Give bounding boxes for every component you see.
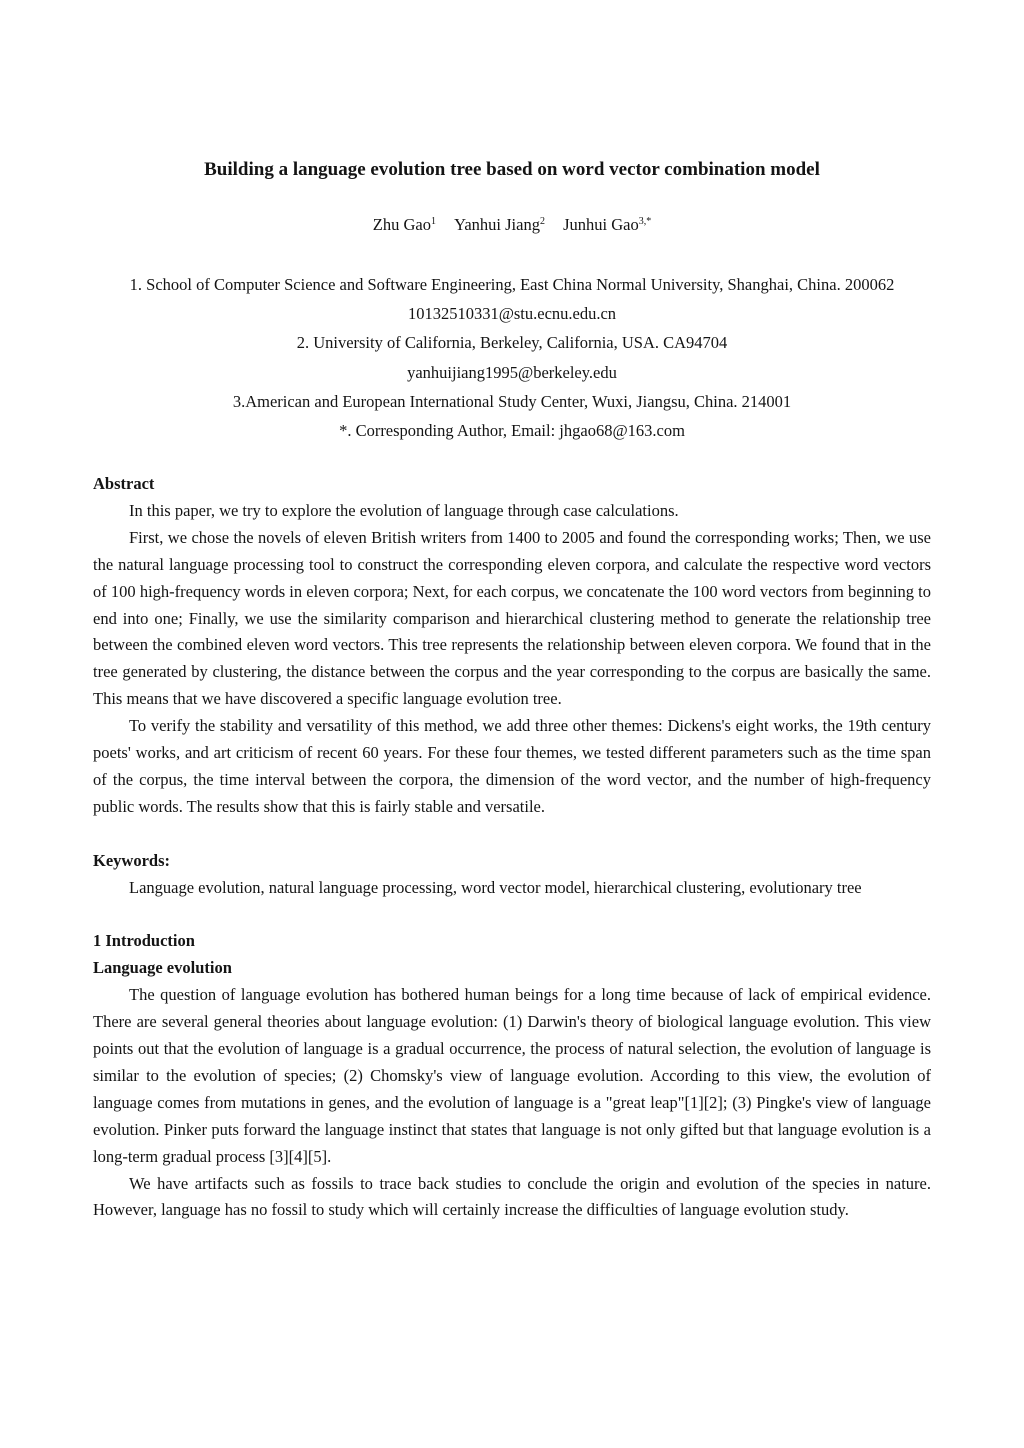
spacer <box>93 901 931 928</box>
affiliation-list <box>0 270 1024 445</box>
abstract-heading: Abstract <box>93 474 155 493</box>
subsection-heading-language-evolution: Language evolution <box>93 958 232 978</box>
author-2 <box>454 215 545 234</box>
keywords-text: Language evolution, natural language processing, word vector model, hierarchical clustering, evolutionary tree <box>129 877 862 897</box>
introduction-paragraph: We have artifacts such as fossils to trace back studies to conclude the origin and evolution of the species in nature. However, language has no fossil to study which will certainly increase the difficulties of language evolution study. <box>93 1173 931 1220</box>
author-name: Zhu Gao <box>372 215 431 234</box>
author-1 <box>373 215 436 234</box>
author-affiliation-marker: 1 <box>430 216 436 227</box>
affiliation-line: 3.American and European International Study Center, Wuxi, Jiangsu, China. 214001 <box>232 391 792 411</box>
author-name: Junhui Gao <box>563 215 639 234</box>
author-affiliation-marker: 3,* <box>638 216 652 227</box>
author-name: Yanhui Jiang <box>454 215 540 234</box>
author-list <box>0 213 1024 237</box>
affiliation-line: 2. University of California, Berkeley, California, USA. CA94704 <box>296 333 728 353</box>
section-heading-introduction: 1 Introduction <box>93 931 195 951</box>
paper-title: Building a language evolution tree based on word vector combination model <box>204 159 820 180</box>
affiliation-email: yanhuijiang1995@berkeley.edu <box>407 362 617 382</box>
affiliation-email: 10132510331@stu.ecnu.edu.cn <box>407 304 617 324</box>
abstract-section <box>93 471 931 1224</box>
introduction-paragraph: The question of language evolution has bothered human beings for a long time because of lack of empirical evidence. There are several general theories about language evolution: (1) Darwin's theory of biological language evolution. This view points out that the evolution of language is a gradual occurrence, the process of natural selection, the evolution of language is similar to the evolution of species; (2) Chomsky's view of language evolution. According to this view, the evolution of language comes from mutations in genes, and the evolution of language is a "great leap"[1][2]; (3) Pingke's view of language evolution. Pinker puts forward the language instinct that states that language is not only gifted but that language evolution is a long-term gradual process [3][4][5]. <box>93 985 931 1166</box>
abstract-paragraph: In this paper, we try to explore the evolution of language through case calculations. <box>129 500 679 520</box>
author-affiliation-marker: 2 <box>539 216 545 227</box>
abstract-paragraph: To verify the stability and versatility of this method, we add three other themes: Dickens's eight works, the 19th century poets' works, and art criticism of recent 60 years. For these four themes, we tested different parameters such as the time span of the corpus, the time interval between the corpora, the dimension of the word vector, and the number of high-frequency public words. The results show that this is fairly stable and versatile. <box>93 716 931 816</box>
keywords-heading: Keywords: <box>93 850 170 870</box>
corresponding-author: *. Corresponding Author, Email: jhgao68@163.com <box>339 420 685 440</box>
abstract-paragraph: First, we chose the novels of eleven British writers from 1400 to 2005 and found the corresponding works; Then, we use the natural language processing tool to construct the corresponding eleven corpora, and calculate the respective word vectors of 100 high-frequency words in eleven corpora; Next, for each corpus, we concatenate the 100 word vectors from beginning to end into one; Finally, we use the similarity comparison and hierarchical clustering method to generate the relationship tree between the combined eleven word vectors. This tree represents the relationship between eleven corpora. We found that in the tree generated by clustering, the distance between the corpus and the year corresponding to the corpus are basically the same. This means that we have discovered a specific language evolution tree. <box>93 527 931 709</box>
spacer <box>93 821 931 848</box>
affiliation-line: 1. School of Computer Science and Software Engineering, East China Normal University, Shanghai, China. 200062 <box>129 275 895 294</box>
author-3 <box>563 215 651 234</box>
